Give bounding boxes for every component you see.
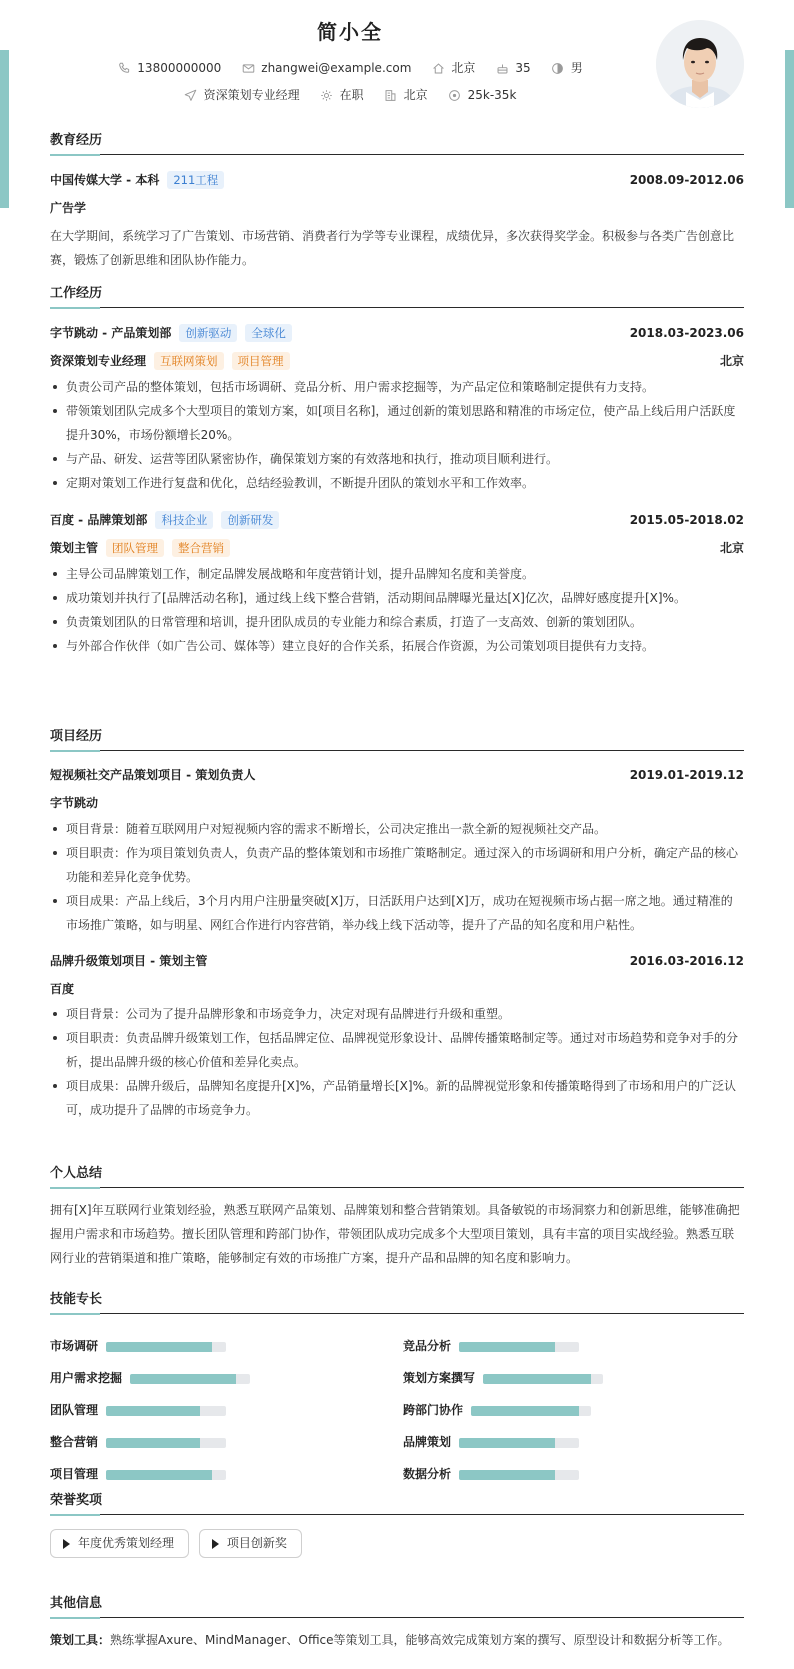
gender-icon — [551, 61, 565, 75]
skill-bar — [106, 1438, 226, 1448]
skill-item — [403, 1370, 603, 1387]
status-text: 在职 — [339, 88, 364, 102]
role-tag: 互联网策划 — [154, 352, 224, 370]
skill-item — [50, 1402, 226, 1419]
skill-bar — [106, 1406, 226, 1416]
job-info — [184, 87, 300, 104]
gender-text: 男 — [570, 61, 583, 75]
coin-icon — [448, 88, 462, 102]
school-name: 中国传媒大学 - 本科 — [50, 172, 160, 187]
other-title: 其他信息 — [50, 1595, 744, 1618]
work-bullets — [50, 562, 744, 658]
awards-section — [50, 1492, 744, 1558]
candidate-name: 简小全 — [317, 20, 383, 44]
phone-info — [117, 60, 221, 77]
skill-item — [50, 1338, 226, 1355]
company-name: 字节跳动 - 产品策划部 — [50, 325, 172, 340]
skill-bar — [459, 1438, 579, 1448]
list-item: 项目成果：产品上线后，3个月内用户注册量突破[X]万，日活跃用户达到[X]万，成功在短视频市场占据一席之地。通过精准的市场推广策略，如与明星、网红合作进行内容营销，举办线上线下活动等，提升了产品的知名度和用户粘性。 — [50, 889, 744, 937]
awards-list — [50, 1529, 744, 1558]
skill-name: 品牌策划 — [403, 1435, 452, 1450]
list-item: 主导公司品牌策划工作，制定品牌发展战略和年度营销计划，提升品牌知名度和美誉度。 — [50, 562, 744, 586]
list-item: 负责策划团队的日常管理和培训，提升团队成员的专业能力和综合素质，打造了一支高效、创新的策划团队。 — [50, 610, 744, 634]
age-text: 35 — [515, 61, 531, 75]
skill-fill — [130, 1374, 236, 1384]
salary-info — [448, 87, 517, 104]
skill-bar — [459, 1470, 579, 1480]
skill-bar — [483, 1374, 603, 1384]
company-tag: 科技企业 — [155, 511, 213, 529]
skill-fill — [106, 1342, 212, 1352]
other-text-row — [50, 1628, 744, 1652]
skill-name: 跨部门协作 — [403, 1403, 464, 1418]
summary-title: 个人总结 — [50, 1165, 744, 1188]
status-info — [320, 87, 364, 104]
skill-bar — [130, 1374, 250, 1384]
cake-icon — [495, 61, 509, 75]
work-location: 北京 — [719, 353, 744, 368]
education-section — [50, 132, 744, 272]
skill-bar — [106, 1342, 226, 1352]
other-section — [50, 1595, 744, 1652]
work-location: 北京 — [719, 540, 744, 555]
skill-name: 整合营销 — [50, 1435, 99, 1450]
avatar-photo — [656, 20, 744, 108]
list-item: 项目背景：随着互联网用户对短视频内容的需求不断增长，公司决定推出一款全新的短视频社交产品。 — [50, 817, 744, 841]
company-tag: 创新研发 — [221, 511, 279, 529]
right-accent-bar — [785, 50, 794, 208]
skill-fill — [106, 1406, 200, 1416]
project-org: 百度 — [50, 981, 75, 996]
project-bullets — [50, 1002, 744, 1122]
skill-item — [403, 1466, 579, 1483]
home-icon — [431, 61, 445, 75]
list-item: 项目成果：品牌升级后，品牌知名度提升[X]%，产品销量增长[X]%。新的品牌视觉形象和传播策略得到了市场和用户的广泛认可，成功提升了品牌的市场竞争力。 — [50, 1074, 744, 1122]
play-icon — [63, 1539, 70, 1549]
project-header — [50, 767, 744, 784]
work-section — [50, 285, 744, 658]
skill-name: 项目管理 — [50, 1467, 99, 1482]
settings-icon — [320, 88, 334, 102]
skill-fill — [459, 1470, 555, 1480]
project-header — [50, 953, 744, 970]
skill-fill — [471, 1406, 579, 1416]
city-text: 北京 — [451, 61, 476, 75]
list-item: 与外部合作伙伴（如广告公司、媒体等）建立良好的合作关系，拓展合作资源，为公司策划项目提供有力支持。 — [50, 634, 744, 658]
project-org: 字节跳动 — [50, 795, 99, 810]
skills-grid — [50, 1314, 744, 1494]
skill-fill — [106, 1438, 200, 1448]
major: 广告学 — [50, 201, 87, 216]
email-text: zhangwei@example.com — [261, 61, 412, 75]
skill-name: 策划方案撰写 — [403, 1371, 476, 1386]
skill-item — [50, 1434, 226, 1451]
list-item: 与产品、研发、运营等团队紧密协作，确保策划方案的有效落地和执行，推动项目顺利进行。 — [50, 447, 744, 471]
skill-fill — [459, 1438, 555, 1448]
work-item — [50, 511, 744, 658]
skill-fill — [106, 1470, 212, 1480]
skill-bar — [459, 1342, 579, 1352]
education-title: 教育经历 — [50, 132, 744, 155]
project-bullets — [50, 817, 744, 937]
skill-bar — [106, 1470, 226, 1480]
company-tag: 全球化 — [245, 324, 292, 342]
role-name: 策划主管 — [50, 540, 99, 555]
target-city-info — [384, 87, 428, 104]
list-item: 带领策划团队完成多个大型项目的策划方案，如[项目名称]，通过创新的策划思路和精准的市场定位，使产品上线后用户活跃度提升30%，市场份额增长20%。 — [50, 399, 744, 447]
role-tag: 项目管理 — [232, 352, 290, 370]
company-name: 百度 - 品牌策划部 — [50, 512, 148, 527]
skill-item — [50, 1466, 226, 1483]
list-item: 定期对策划工作进行复盘和优化，总结经验教训，不断提升团队的策划水平和工作效率。 — [50, 471, 744, 495]
work-company-row — [50, 324, 744, 342]
avatar — [656, 20, 744, 108]
contact-row — [0, 60, 700, 77]
school-tag: 211工程 — [167, 171, 224, 189]
summary-section — [50, 1165, 744, 1270]
list-item: 项目职责：作为项目策划负责人，负责产品的整体策划和市场推广策略制定。通过深入的市场调研和用户分析，确定产品的核心功能和差异化竞争优势。 — [50, 841, 744, 889]
target-city-text: 北京 — [403, 88, 428, 102]
list-item: 成功策划并执行了[品牌活动名称]，通过线上线下整合营销，活动期间品牌曝光量达[X]亿次，品牌好感度提升[X]%。 — [50, 586, 744, 610]
send-icon — [184, 88, 198, 102]
award-badge — [199, 1529, 302, 1558]
skills-title: 技能专长 — [50, 1291, 744, 1314]
skill-item — [403, 1402, 591, 1419]
work-role-row — [50, 539, 744, 557]
other-text: 熟练掌握Axure、MindManager、Office等策划工具，能够高效完成策划方案的撰写、原型设计和数据分析等工作。 — [110, 1633, 730, 1648]
project-name: 短视频社交产品策划项目 - 策划负责人 — [50, 768, 256, 783]
list-item: 负责公司产品的整体策划，包括市场调研、竞品分析、用户需求挖掘等，为产品定位和策略制定提供有力支持。 — [50, 375, 744, 399]
project-item — [50, 953, 744, 1123]
education-desc: 在大学期间，系统学习了广告策划、市场营销、消费者行为学等专业课程，成绩优异，多次获得奖学金。积极参与各类广告创意比赛，锻炼了创新思维和团队协作能力。 — [50, 228, 735, 267]
skill-item — [403, 1434, 579, 1451]
project-name: 品牌升级策划项目 - 策划主管 — [50, 953, 208, 968]
other-label: 策划工具： — [50, 1633, 111, 1648]
mail-icon — [241, 61, 255, 75]
role-tag: 整合营销 — [172, 539, 230, 557]
job-row — [0, 87, 700, 104]
job-text: 资深策划专业经理 — [203, 88, 300, 102]
play-icon — [212, 1539, 219, 1549]
work-date: 2018.03-2023.06 — [629, 325, 744, 340]
skill-fill — [483, 1374, 591, 1384]
age-info — [495, 60, 530, 77]
projects-section — [50, 728, 744, 1122]
work-date: 2015.05-2018.02 — [629, 512, 744, 527]
list-item: 项目背景：公司为了提升品牌形象和市场竞争力，决定对现有品牌进行升级和重塑。 — [50, 1002, 744, 1026]
education-date: 2008.09-2012.06 — [629, 172, 744, 187]
work-title: 工作经历 — [50, 285, 744, 308]
summary-text: 拥有[X]年互联网行业策划经验，熟悉互联网产品策划、品牌策划和整合营销策划。具备敏锐的市场洞察力和创新思维，能够准确把握用户需求和市场趋势。擅长团队管理和跨部门协作，带领团队成功完成多个大型项目策划，具有丰富的项目实战经验。熟悉互联网行业的营销渠道和推广策略，能够制定有效的市场推广方案，提升产品和品牌的知名度和影响力。 — [50, 1203, 740, 1266]
skill-fill — [459, 1342, 555, 1352]
skill-name: 用户需求挖掘 — [50, 1371, 123, 1386]
salary-text: 25k-35k — [467, 88, 517, 102]
projects-title: 项目经历 — [50, 728, 744, 751]
work-item — [50, 324, 744, 495]
education-header — [50, 171, 744, 189]
role-tag: 团队管理 — [106, 539, 164, 557]
company-tag: 创新驱动 — [179, 324, 237, 342]
skills-section — [50, 1291, 744, 1494]
skill-name: 竞品分析 — [403, 1339, 452, 1354]
award-badge — [50, 1529, 189, 1558]
work-role-row — [50, 352, 744, 370]
skill-name: 市场调研 — [50, 1339, 99, 1354]
work-bullets — [50, 375, 744, 495]
building-icon — [384, 88, 398, 102]
work-company-row — [50, 511, 744, 529]
awards-title: 荣誉奖项 — [50, 1492, 744, 1515]
role-name: 资深策划专业经理 — [50, 353, 147, 368]
award-label: 年度优秀策划经理 — [78, 1536, 175, 1551]
skill-name: 数据分析 — [403, 1467, 452, 1482]
list-item: 项目职责：负责品牌升级策划工作，包括品牌定位、品牌视觉形象设计、品牌传播策略制定等。通过对市场趋势和竞争对手的分析，提出品牌升级的核心价值和差异化卖点。 — [50, 1026, 744, 1074]
city-info — [431, 60, 475, 77]
gender-info — [551, 60, 583, 77]
phone-text: 13800000000 — [137, 61, 222, 75]
project-item — [50, 767, 744, 937]
phone-icon — [117, 61, 131, 75]
skill-name: 团队管理 — [50, 1403, 99, 1418]
skill-item — [50, 1370, 250, 1387]
award-label: 项目创新奖 — [226, 1536, 287, 1551]
project-date: 2019.01-2019.12 — [629, 768, 744, 783]
skill-item — [403, 1338, 579, 1355]
skill-bar — [471, 1406, 591, 1416]
project-date: 2016.03-2016.12 — [629, 953, 744, 968]
email-info — [241, 60, 411, 77]
